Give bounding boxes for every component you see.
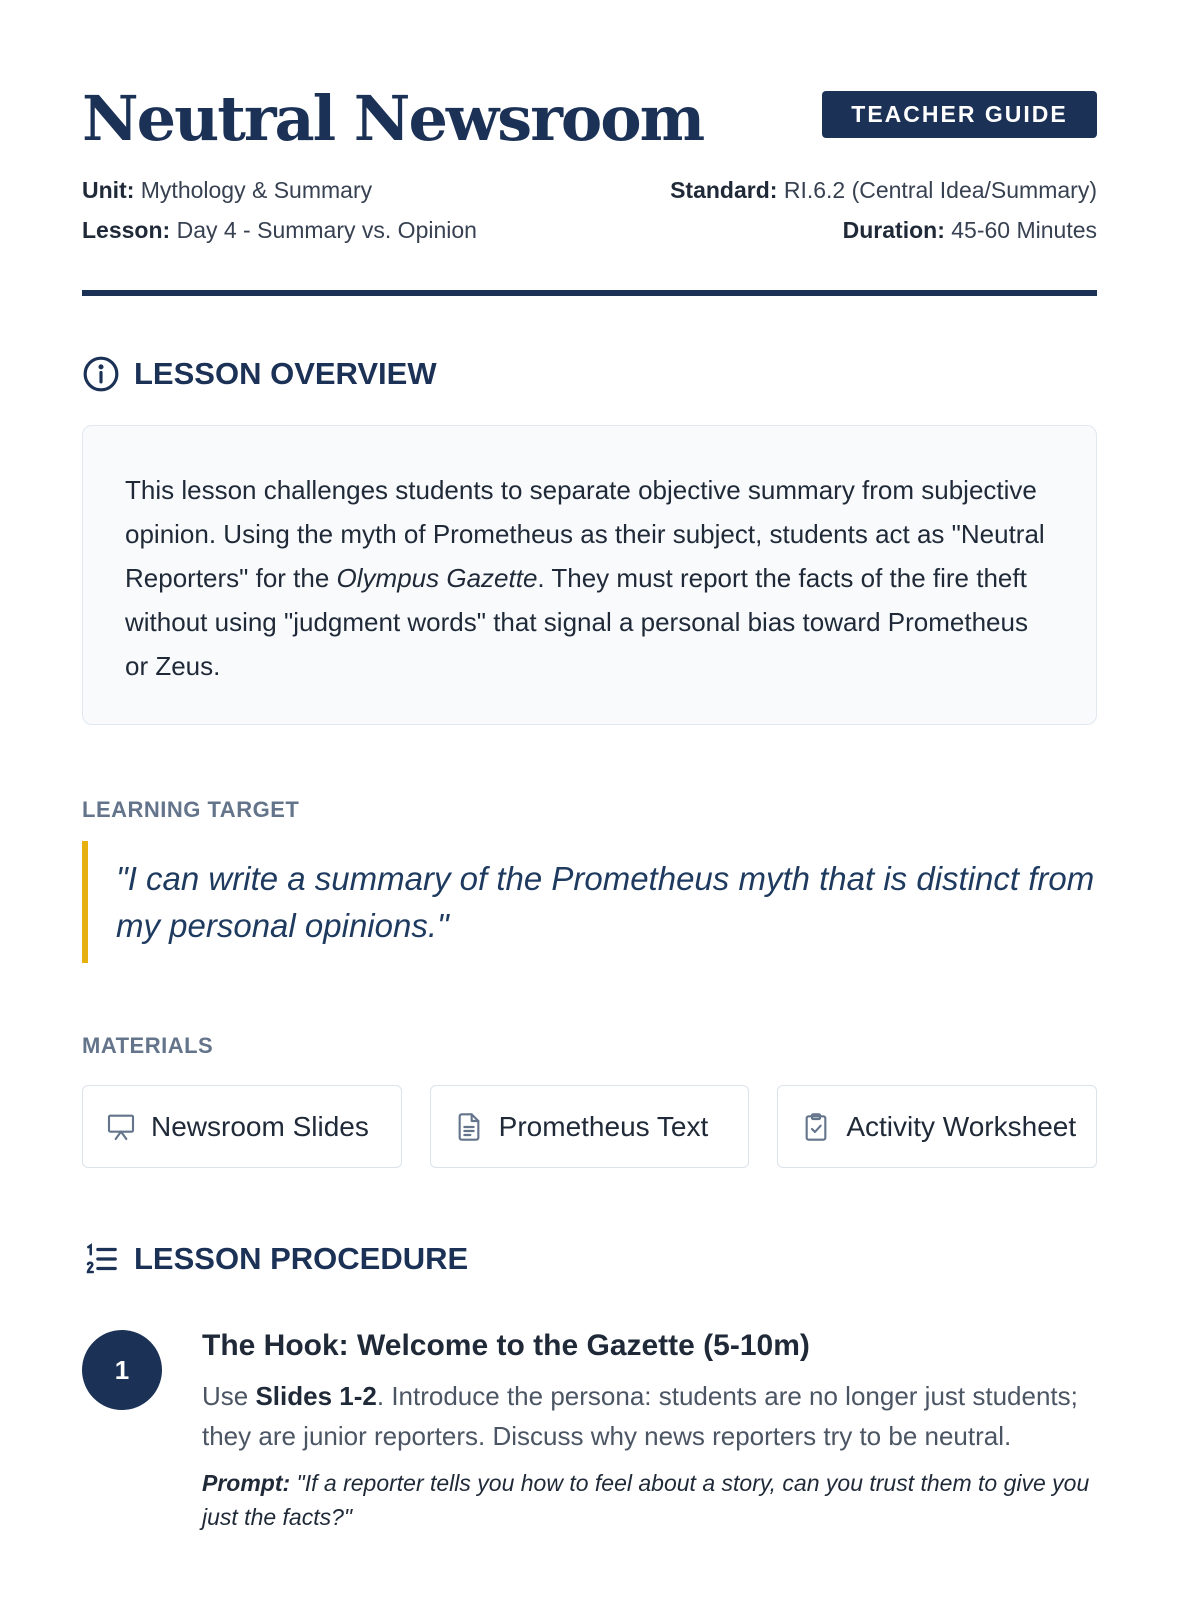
overview-heading-text: LESSON OVERVIEW: [134, 356, 437, 391]
material-newsroom-slides[interactable]: [82, 1085, 402, 1168]
step-title: The Hook: Welcome to the Gazette (5-10m): [202, 1329, 810, 1362]
overview-text-italic: Olympus Gazette: [336, 563, 538, 593]
step-description: [202, 1376, 1097, 1456]
lesson-meta: [82, 217, 477, 244]
info-circle-icon: [82, 355, 120, 393]
procedure-step: [82, 1326, 1097, 1534]
unit-value: Mythology & Summary: [140, 177, 373, 203]
material-activity-worksheet[interactable]: [777, 1085, 1097, 1168]
lesson-procedure-section: [82, 1240, 1097, 1534]
duration-label: Duration:: [842, 217, 945, 243]
unit-meta: [82, 177, 372, 204]
standard-meta: [670, 177, 1097, 204]
step-number: 1: [82, 1330, 162, 1410]
page-header: [82, 0, 1097, 297]
document-icon: [453, 1111, 485, 1143]
material-label: Activity Worksheet: [846, 1110, 1077, 1142]
procedure-heading-text: LESSON PROCEDURE: [134, 1241, 469, 1276]
materials-section: [82, 1033, 1097, 1168]
step-desc-bold: Slides 1-2: [255, 1381, 377, 1411]
procedure-heading: [82, 1240, 1097, 1278]
materials-list: [82, 1085, 1097, 1168]
step-desc-rest: . Introduce the persona: students are no longer just students; they are junior reporters. Discuss why news reporters try to be neutral.: [202, 1381, 1078, 1451]
step-prompt-label: Prompt:: [202, 1470, 291, 1496]
clipboard-check-icon: [800, 1111, 832, 1143]
standard-label: Standard:: [670, 177, 778, 203]
material-label: Prometheus Text: [498, 1110, 709, 1142]
step-prompt: [202, 1466, 1097, 1534]
material-prometheus-text[interactable]: [430, 1085, 750, 1168]
unit-label: Unit:: [82, 177, 135, 203]
presentation-icon: [105, 1111, 137, 1143]
header-divider: [82, 290, 1097, 296]
overview-text-part1: This lesson challenges students to separate objective summary from subjective opinion. Using the myth of Prometheus as their subject, students act as "Neutral Reporters" for the: [125, 475, 1045, 593]
lesson-overview-section: [82, 355, 1097, 725]
teacher-guide-badge: TEACHER GUIDE: [822, 91, 1097, 138]
standard-value: RI.6.2 (Central Idea/Summary): [783, 177, 1097, 203]
materials-label: MATERIALS: [82, 1033, 214, 1058]
lesson-label: Lesson:: [82, 217, 171, 243]
learning-target-quote: "I can write a summary of the Prometheus myth that is distinct from my personal opinions.": [82, 841, 1097, 963]
learning-target-section: [82, 797, 1097, 963]
numbered-list-icon: [82, 1240, 120, 1278]
step-prompt-text: "If a reporter tells you how to feel about a story, can you trust them to give you just the facts?": [202, 1470, 1090, 1530]
lesson-value: Day 4 - Summary vs. Opinion: [176, 217, 477, 243]
learning-target-label: LEARNING TARGET: [82, 797, 300, 822]
step-desc-prefix: Use: [202, 1381, 256, 1411]
duration-value: 45-60 Minutes: [951, 217, 1097, 243]
step-body: [202, 1326, 1097, 1534]
overview-heading: [82, 355, 1097, 393]
material-label: Newsroom Slides: [151, 1110, 369, 1142]
page-title: Neutral Newsroom: [82, 82, 704, 155]
overview-box: [82, 425, 1097, 725]
overview-text-part2: . They must report the facts of the fire theft without using "judgment words" that signal a personal bias toward Prometheus or Zeus.: [125, 563, 1028, 681]
duration-meta: [843, 217, 1097, 244]
